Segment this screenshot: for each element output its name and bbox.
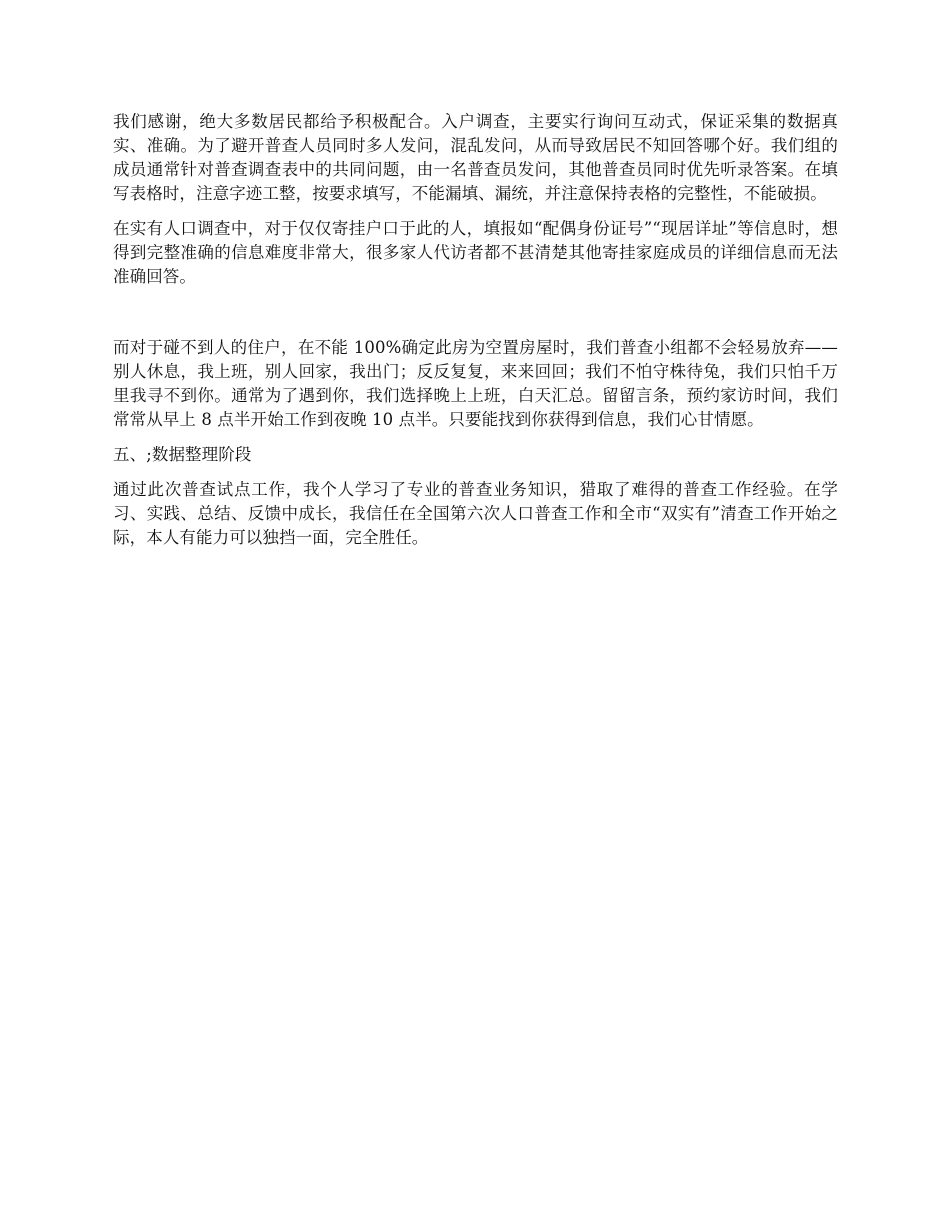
paragraph-conclusion: 通过此次普查试点工作，我个人学习了专业的普查业务知识，猎取了难得的普查工作经验。在学习、实践、总结、反馈中成长，我信任在全国第六次人口普查工作和全市“双实有”清查工作开始之际，本人有能力可以独挡一面，完全胜任。 — [113, 480, 838, 547]
document-page — [113, 110, 838, 550]
paragraph-survey-method: 我们感谢，绝大多数居民都给予积极配合。入户调查，主要实行询问互动式，保证采集的数据真实、准确。为了避开普查人员同时多人发问，混乱发问，从而导致居民不知回答哪个好。我们组的成员通常针对普查调查表中的共同问题，由一名普查员发问，其他普查员同时优先听录答案。在填写表格时，注意字迹工整，按要求填写，不能漏填、漏统，并注意保持表格的完整性，不能破损。 — [113, 112, 838, 203]
paragraph-gap — [113, 289, 838, 336]
section-heading: 五、;数据整理阶段 — [113, 445, 252, 464]
paragraph-gap — [113, 432, 838, 443]
paragraph-unreachable-households: 而对于碰不到人的住户，在不能 100%确定此房为空置房屋时，我们普查小组都不会轻易放弃——别人休息，我上班，别人回家，我出门；反反复复，来来回回；我们不怕守株待兔，我们只怕千万里我寻不到你。通常为了遇到你，我们选择晚上上班，白天汇总。留留言条，预约家访时间，我们常常从早上 8 点半开始工作到夜晚 10 点半。只要能找到你获得到信息，我们心甘情愿。 — [113, 338, 838, 429]
paragraph-population-survey: 在实有人口调查中，对于仅仅寄挂户口于此的人，填报如“配偶身份证号”“现居详址”等信息时，想得到完整准确的信息难度非常大，很多家人代访者都不甚清楚其他寄挂家庭成员的详细信息而无法准确回答。 — [113, 219, 838, 286]
paragraph-gap — [113, 467, 838, 478]
paragraph-gap — [113, 206, 838, 217]
